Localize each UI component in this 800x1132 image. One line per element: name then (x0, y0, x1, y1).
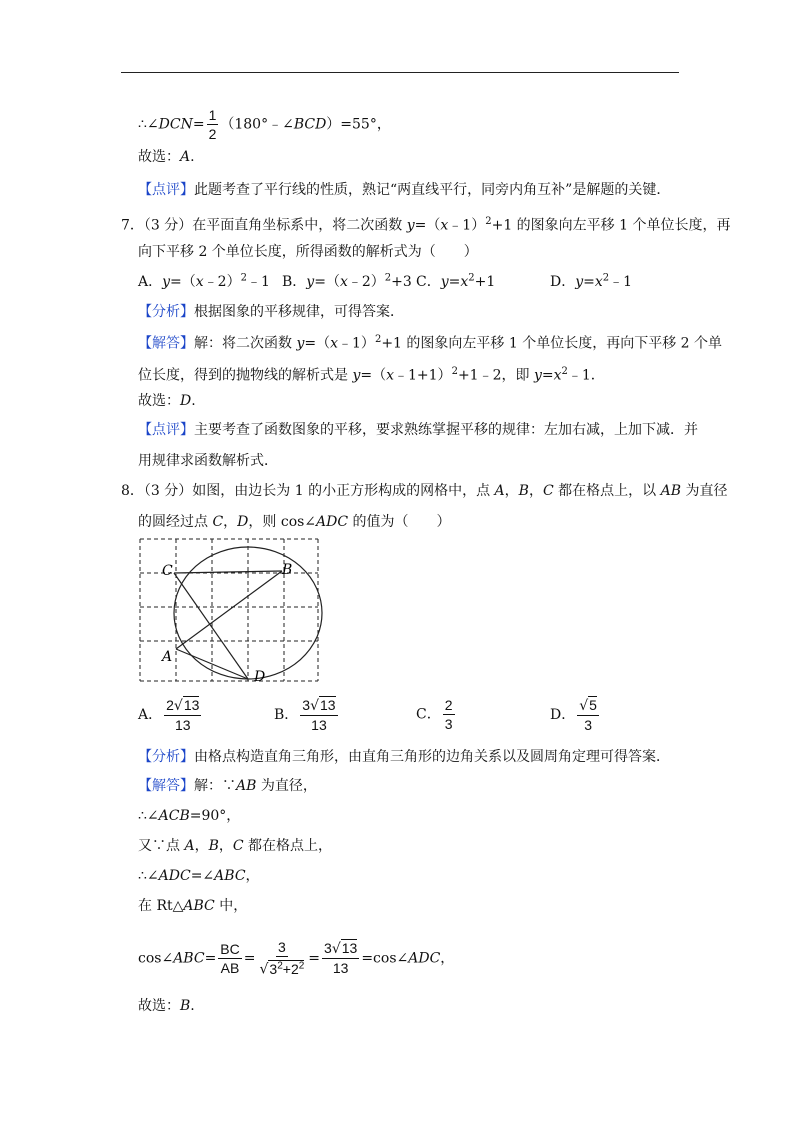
comment-tag: 【点评】 (138, 422, 194, 438)
q7-option-b[interactable]: B．y=（x﹣2）$^2$+3 (282, 272, 412, 290)
label-a: A (162, 649, 173, 665)
q8-option-d[interactable]: D． $\frac{√5}{3}$ (550, 697, 597, 733)
comment-7-line2: 用规律求函数解析式． (138, 453, 278, 469)
cos-formula-line: cos∠ABC= $\frac{BC}{AB}$ = $\frac{3}{√3^2+2^2}$ = $\frac{3√13}{13}$ =cos∠ADC， (138, 939, 455, 978)
solution-line-dcn: ∴∠DCN= $\frac{1}{2}$ （180°﹣∠BCD）=55°， (138, 107, 391, 142)
solution-tag: 【解答】 (138, 778, 194, 794)
question-8-line1: 8．（3 分）如图，由边长为 1 的小正方形构成的网格中，点 A，B，C 都在格点上，以 AB 为直径 (121, 483, 728, 499)
solution-8-line4: ∴∠ADC=∠ABC， (138, 868, 260, 884)
solution-7-line2: 位长度，得到的抛物线的解析式是 y=（x﹣1+1）$^2$+1﹣2，即 $y=x^2﹣1$． (138, 366, 605, 384)
analysis-tag: 【分析】 (138, 749, 194, 765)
label-d: D (254, 669, 266, 685)
solution-8-line5: 在 Rt△ABC 中， (138, 898, 248, 914)
question-7-line1: 7．（3 分）在平面直角坐标系中，将二次函数 y=（x﹣1）$^2$+1 的图象向左平移 1 个单位长度，再 (121, 216, 731, 234)
solution-8-line1: 【解答】解：∵AB 为直径， (138, 778, 317, 794)
solution-8-line2: ∴∠ACB=90°， (138, 808, 241, 824)
grid-circle-figure (130, 535, 330, 687)
label-c: C (162, 563, 173, 579)
answer-line-6: 故选：A. (138, 149, 195, 165)
q7-option-c[interactable]: C．$y=x^2+1$ (416, 272, 496, 290)
q7-option-a[interactable]: A．y=（x﹣2）$^2$﹣1 (138, 272, 270, 290)
q7-option-d[interactable]: D．$y=x^2﹣1$ (550, 272, 633, 290)
q8-option-b[interactable]: B． $\frac{3√13}{13}$ (274, 697, 336, 733)
q8-option-c[interactable]: C． $\frac{2}{3}$ (416, 697, 453, 732)
question-7-line2: 向下平移 2 个单位长度，所得函数的解析式为（ ） (138, 244, 478, 260)
answer-line-8: 故选：B. (138, 998, 195, 1014)
q8-option-a[interactable]: A． $\frac{2√13}{13}$ (138, 697, 200, 733)
solution-8-line3: 又∵点 A，B，C 都在格点上， (138, 838, 333, 854)
comment-7-line1: 【点评】主要考查了函数图象的平移，要求熟练掌握平移的规律：左加右减，上加下减．并 (138, 422, 698, 438)
analysis-tag: 【分析】 (138, 304, 194, 320)
segments (174, 571, 282, 679)
header-rule (121, 72, 679, 73)
label-b: B (282, 562, 293, 578)
solution-tag: 【解答】 (138, 335, 194, 352)
comment-tag: 【点评】 (138, 182, 194, 198)
analysis-8: 【分析】由格点构造直角三角形，由直角三角形的边角关系以及圆周角定理可得答案． (138, 749, 670, 765)
half-fraction: $\frac{1}{2}$ (208, 107, 217, 142)
solution-7-line1: 【解答】解：将二次函数 y=（x﹣1）$^2$+1 的图象向左平移 1 个单位长度，再向下平移 2 个单 (138, 334, 723, 352)
comment-6: 【点评】此题考查了平行线的性质，熟记“两直线平行，同旁内角互补”是解题的关键． (138, 182, 671, 198)
question-8-line2: 的圆经过点 C，D，则 cos∠ADC 的值为（ ） (138, 514, 451, 530)
answer-line-7: 故选：D. (138, 393, 196, 409)
analysis-7: 【分析】根据图象的平移规律，可得答案． (138, 304, 404, 320)
